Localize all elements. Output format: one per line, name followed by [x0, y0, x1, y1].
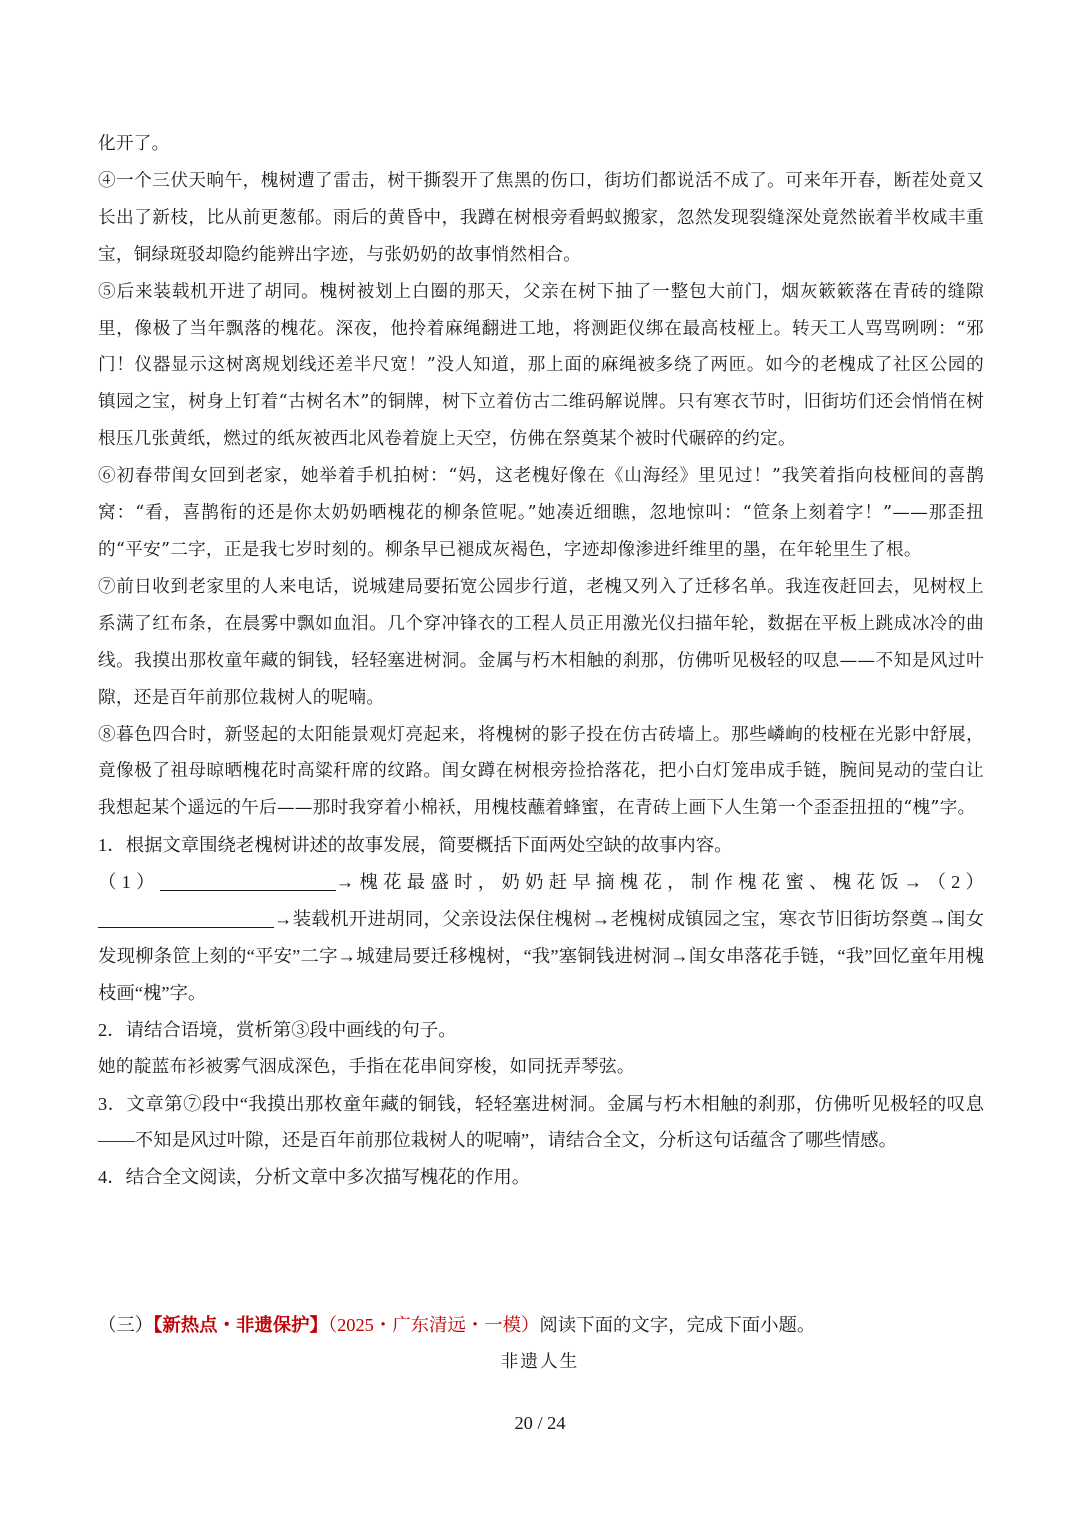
blank-1-label: （1）: [98, 872, 160, 893]
article-body: [98, 126, 984, 1196]
question-1-blanks: [98, 864, 984, 1012]
source-tag: （2025・广东清远・一模）: [327, 1315, 540, 1335]
question-3: 3．文章第⑦段中“我摸出那枚童年藏的铜钱，轻轻塞进树洞。金属与朽木相触的刹那，仿佛听见极轻的叹息——不知是风过叶隙，还是百年前那位栽树人的呢喃”，请结合全文，分析这句话蕴含了哪些情感。: [98, 1093, 984, 1151]
section-header: [98, 1307, 984, 1343]
question-2-sentence: 她的靛蓝布衫被雾气洇成深色，手指在花串间穿梭，如同抚弄琴弦。: [98, 1056, 635, 1077]
article-paragraph-7: ⑦前日收到老家里的人来电话，说城建局要拓宽公园步行道，老槐又列入了迁移名单。我连夜赶回去，见树杈上系满了红布条，在晨雾中飘如血泪。几个穿冲锋衣的工程人员正用激光仪扫描年轮，数据在平板上跳成冰冷的曲线。我摸出那枚童年藏的铜钱，轻轻塞进树洞。金属与朽木相触的刹那，仿佛听见极轻的叹息——不知是风过叶隙，还是百年前那位栽树人的呢喃。: [98, 576, 984, 708]
question-4: 4．结合全文阅读，分析文章中多次描写槐花的作用。: [98, 1167, 531, 1188]
article-paragraph-8: ⑧暮色四合时，新竖起的太阳能景观灯亮起来，将槐树的影子投在仿古砖墙上。那些嶙峋的枝桠在光影中舒展，竟像极了祖母晾晒槐花时高粱秆席的纹路。闺女蹲在树根旁捡拾落花，把小白灯笼串成手链，腕间晃动的莹白让我想起某个遥远的午后——那时我穿着小棉袄，用槐枝蘸着蜂蜜，在青砖上画下人生第一个歪歪扭扭的“槐”字。: [98, 724, 984, 819]
article-paragraph-5: ⑤后来装载机开进了胡同。槐树被划上白圈的那天，父亲在树下抽了一整包大前门，烟灰簌簌落在青砖的缝隙里，像极了当年飘落的槐花。深夜，他拎着麻绳翻进工地，将测距仪绑在最高枝桠上。转天工人骂骂咧咧：“邪门！仪器显示这树离规划线还差半尺宽！”没人知道，那上面的麻绳被多绕了两匝。如今的老槐成了社区公园的镇园之宝，树身上钉着“古树名木”的铜牌，树下立着仿古二维码解说牌。只有寒衣节时，旧街坊们还会悄悄在树根压几张黄纸，燃过的纸灰被西北风卷着旋上天空，仿佛在祭奠某个被时代碾碎的约定。: [98, 281, 984, 450]
question-1: 1．根据文章围绕老槐树讲述的故事发展，简要概括下面两处空缺的故事内容。: [98, 835, 733, 856]
answer-blank-2[interactable]: [98, 907, 274, 928]
question-2: 2．请结合语境，赏析第③段中画线的句子。: [98, 1019, 457, 1040]
article-paragraph-4: ④一个三伏天晌午，槐树遭了雷击，树干撕裂开了焦黑的伤口，街坊们都说活不成了。可来年开春，断茬处竟又长出了新枝，比从前更葱郁。雨后的黄昏中，我蹲在树根旁看蚂蚁搬家，忽然发现裂缝深处竟然嵌着半枚咸丰重宝，铜绿斑驳却隐约能辨出字迹，与张奶奶的故事悄然相合。: [98, 170, 984, 265]
question-1-middle: →槐花最盛时，奶奶赶早摘槐花，制作槐花蜜、槐花饭→（2）: [335, 872, 984, 893]
section-index: （三）: [98, 1315, 154, 1335]
page-number: 20 / 24: [514, 1413, 566, 1433]
hot-topic-tag: 【新热点・非遗保护】: [153, 1315, 328, 1335]
section-instruction: 阅读下面的文字，完成下面小题。: [539, 1315, 816, 1335]
article-title: 非遗人生: [500, 1352, 580, 1372]
article-paragraph-continuation: 化开了。: [98, 134, 170, 154]
answer-blank-1[interactable]: [160, 870, 336, 891]
question-1-tail: →装载机开进胡同，父亲设法保住槐树→老槐树成镇园之宝，寒衣节旧街坊祭奠→闺女发现柳条笸上刻的“平安”二字→城建局要迁移槐树，“我”塞铜钱进树洞→闺女串落花手链，“我”回忆童年用槐枝画“槐”字。: [98, 909, 984, 1003]
article-paragraph-6: ⑥初春带闺女回到老家，她举着手机拍树：“妈，这老槐好像在《山海经》里见过！”我笑着指向枝桠间的喜鹊窝：“看，喜鹊衔的还是你太奶奶晒槐花的柳条笸呢。”她凑近细瞧，忽地惊叫：“笸条上刻着字！”——那歪扭的“平安”二字，正是我七岁时刻的。柳条早已褪成灰褐色，字迹却像渗进纤维里的墨，在年轮里生了根。: [98, 466, 984, 560]
